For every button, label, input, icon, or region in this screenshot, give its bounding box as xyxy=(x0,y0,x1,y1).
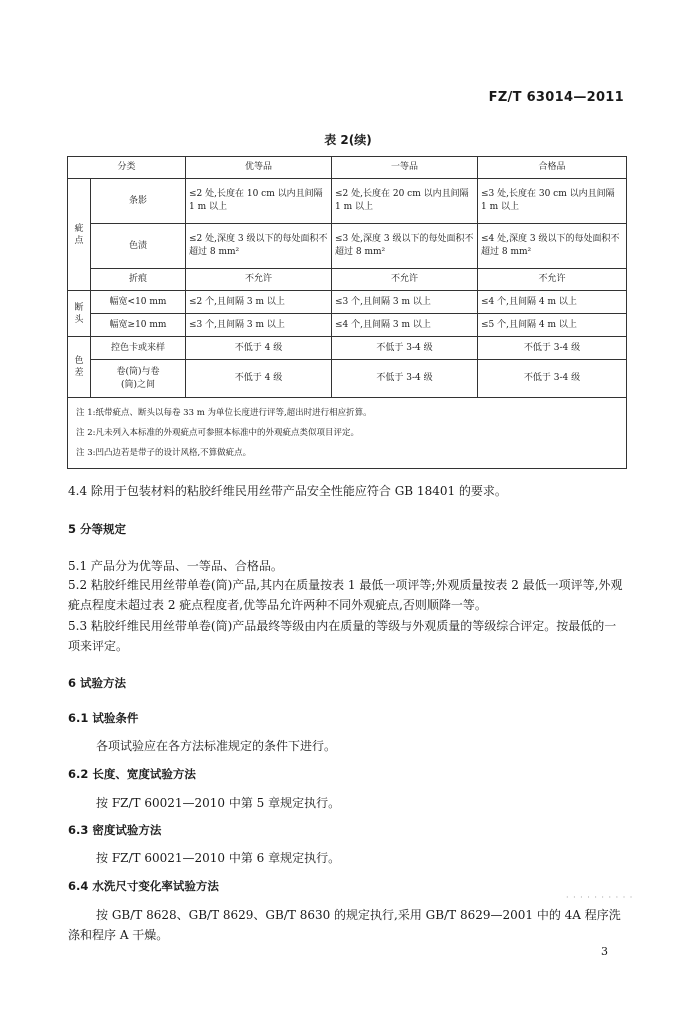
table-row xyxy=(68,224,627,269)
clause-6-2-title: 6.2 长度、宽度试验方法 xyxy=(68,767,196,781)
table-row xyxy=(68,337,627,360)
cell: ≤4 处,深度 3 级以下的每处面积不超过 8 mm² xyxy=(478,224,627,269)
row-label-color-stain: 色渍 xyxy=(91,224,186,269)
cell: 不允许 xyxy=(186,269,332,291)
clause-6-4-text: 按 GB/T 8628、GB/T 8629、GB/T 8630 的规定执行,采用 GB/T 8629—2001 中的 4A 程序洗涤和程序 A 干燥。 xyxy=(68,908,621,942)
clause-6-4-title: 6.4 水洗尺寸变化率试验方法 xyxy=(68,879,219,893)
cell: 不低于 4 级 xyxy=(186,337,332,360)
section-5-title: 5 分等规定 xyxy=(68,522,127,536)
cell: 不允许 xyxy=(332,269,478,291)
group-stain: 疵点 xyxy=(68,179,91,291)
row-label-color-card: 控色卡或来样 xyxy=(91,337,186,360)
clause-6-1-text: 各项试验应在各方法标准规定的条件下进行。 xyxy=(96,739,337,753)
table-caption: 表 2(续) xyxy=(324,133,372,147)
cell: ≤4 个,且间隔 4 m 以上 xyxy=(478,291,627,314)
standard-code: FZ/T 63014—2011 xyxy=(488,90,624,105)
row-label-streak: 条影 xyxy=(91,179,186,224)
cell: ≤5 个,且间隔 4 m 以上 xyxy=(478,314,627,337)
clause-5-3: 5.3 粘胶纤维民用丝带单卷(筒)产品最终等级由内在质量的等级与外观质量的等级综合评定。按最低的一项来评定。 xyxy=(68,619,617,653)
cell: ≤4 个,且间隔 3 m 以上 xyxy=(332,314,478,337)
col-header-first-grade: 一等品 xyxy=(332,157,478,179)
cell: ≤3 处,长度在 30 cm 以内且间隔 1 m 以上 xyxy=(478,179,627,224)
cell: 不低于 3-4 级 xyxy=(478,337,627,360)
clause-4-4: 4.4 除用于包装材料的粘胶纤维民用丝带产品安全性能应符合 GB 18401 的要求。 xyxy=(68,484,507,498)
table-header-row xyxy=(68,157,627,179)
table-row xyxy=(68,291,627,314)
note-3: 注 3:凹凸边若是带子的设计风格,不算做疵点。 xyxy=(76,448,252,458)
cell: 不低于 3-4 级 xyxy=(332,337,478,360)
note-2: 注 2:凡未列入本标准的外观疵点可参照本标准中的外观疵点类似项目评定。 xyxy=(76,428,359,438)
note-1: 注 1:纸带疵点、断头以每卷 33 m 为单位长度进行评等,超出时进行相应折算。 xyxy=(76,408,372,418)
clause-6-3-title: 6.3 密度试验方法 xyxy=(68,823,162,837)
row-label-wide: 幅宽≥10 mm xyxy=(91,314,186,337)
col-header-category: 分类 xyxy=(68,157,186,179)
row-label-crease: 折痕 xyxy=(91,269,186,291)
cell: ≤2 处,长度在 10 cm 以内且间隔 1 m 以上 xyxy=(186,179,332,224)
col-header-premium: 优等品 xyxy=(186,157,332,179)
clause-6-1-title: 6.1 试验条件 xyxy=(68,711,139,725)
table-row xyxy=(68,360,627,398)
cell: ≤3 个,且间隔 3 m 以上 xyxy=(186,314,332,337)
table-notes-row xyxy=(68,398,627,469)
section-6-title: 6 试验方法 xyxy=(68,676,127,690)
cell: 不低于 4 级 xyxy=(186,360,332,398)
quality-table xyxy=(67,156,627,469)
cell: ≤3 个,且间隔 3 m 以上 xyxy=(332,291,478,314)
col-header-qualified: 合格品 xyxy=(478,157,627,179)
table-row xyxy=(68,179,627,224)
group-break: 断头 xyxy=(68,291,91,337)
table-row xyxy=(68,314,627,337)
table-row xyxy=(68,269,627,291)
clause-5-1: 5.1 产品分为优等品、一等品、合格品。 xyxy=(68,559,283,573)
scan-speckle: · · · · · · · · · · xyxy=(566,893,634,902)
cell: ≤2 处,长度在 20 cm 以内且间隔 1 m 以上 xyxy=(332,179,478,224)
row-label-roll-to-roll: 卷(筒)与卷 (筒)之间 xyxy=(91,360,186,398)
cell: 不允许 xyxy=(478,269,627,291)
page-number: 3 xyxy=(601,945,608,958)
cell: 不低于 3-4 级 xyxy=(332,360,478,398)
row-label-narrow: 幅宽<10 mm xyxy=(91,291,186,314)
cell: 不低于 3-4 级 xyxy=(478,360,627,398)
table-notes xyxy=(68,398,627,469)
group-color-diff: 色差 xyxy=(68,337,91,398)
clause-6-2-text: 按 FZ/T 60021—2010 中第 5 章规定执行。 xyxy=(96,796,341,810)
cell: ≤3 处,深度 3 级以下的每处面积不超过 8 mm² xyxy=(332,224,478,269)
clause-6-3-text: 按 FZ/T 60021—2010 中第 6 章规定执行。 xyxy=(96,851,341,865)
cell: ≤2 处,深度 3 级以下的每处面积不超过 8 mm² xyxy=(186,224,332,269)
clause-5-2: 5.2 粘胶纤维民用丝带单卷(筒)产品,其内在质量按表 1 最低一项评等;外观质量按表 2 最低一项评等,外观疵点程度未超过表 2 疵点程度者,优等品允许两种不同外观疵点,否则顺降一等。 xyxy=(68,578,623,612)
cell: ≤2 个,且间隔 3 m 以上 xyxy=(186,291,332,314)
